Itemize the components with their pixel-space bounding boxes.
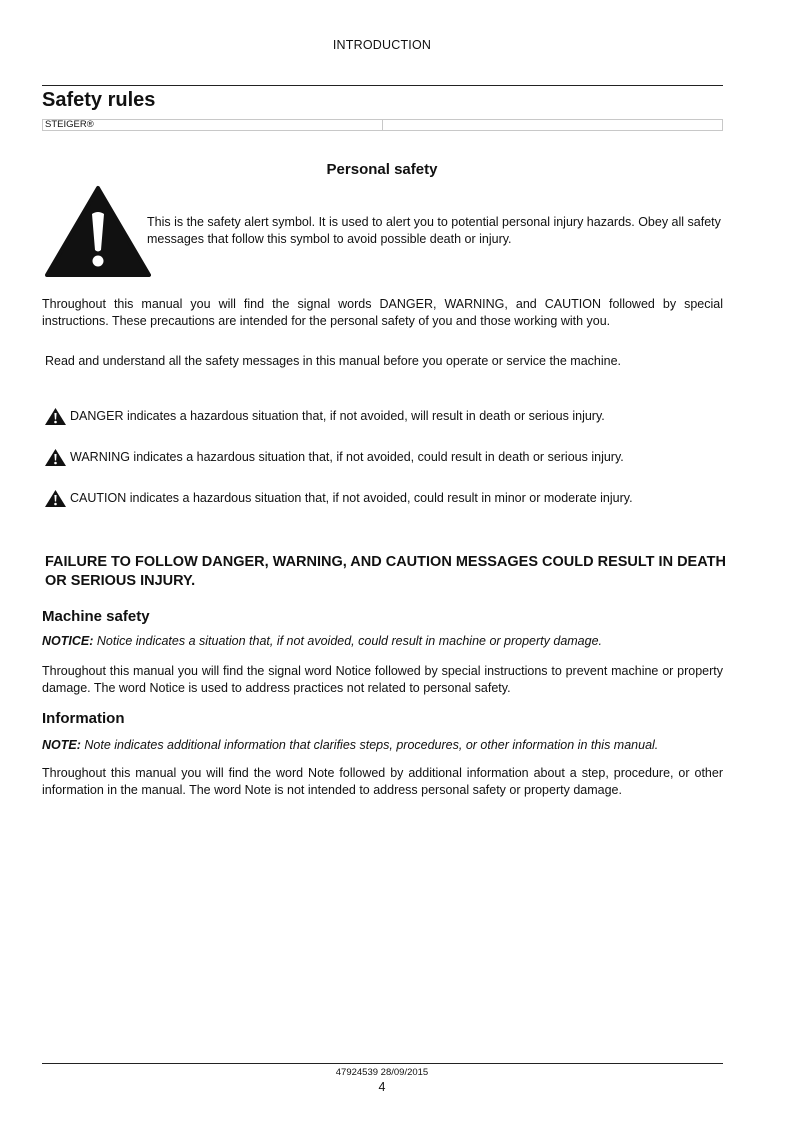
- notice-text: Notice indicates a situation that, if not avoided, could result in machine or property damage.: [93, 634, 603, 648]
- danger-line: [44, 407, 605, 426]
- machine-safety-heading: Machine safety: [42, 608, 150, 625]
- alert-triangle-icon: [44, 448, 67, 467]
- bottom-divider: [42, 1063, 723, 1064]
- signal-words-intro: Throughout this manual you will find the signal words DANGER, WARNING, and CAUTION followed by special instructions. These precautions are intended for the personal safety of you and those working with you.: [42, 297, 723, 328]
- warning-line: [44, 448, 624, 467]
- page-title: Safety rules: [42, 89, 156, 111]
- note-text: Note indicates additional information that clarifies steps, procedures, or other information in this manual.: [80, 738, 659, 752]
- page-number: 4: [378, 1080, 386, 1094]
- alert-triangle-icon: [44, 489, 67, 508]
- caution-line: [44, 489, 633, 508]
- failure-warning: FAILURE TO FOLLOW DANGER, WARNING, AND CAUTION MESSAGES COULD RESULT IN DEATH OR SERIOUS INJURY.: [45, 554, 726, 589]
- notice-label: NOTICE:: [42, 634, 94, 648]
- product-name: STEIGER®: [43, 120, 383, 130]
- information-body: Throughout this manual you will find the word Note followed by additional information about a step, procedure, or other information in the manual. The word Note is not intended to address personal safety or property damage.: [42, 766, 723, 797]
- product-table: [42, 119, 723, 131]
- personal-safety-heading: Personal safety: [326, 161, 438, 178]
- caution-text: CAUTION indicates a hazardous situation that, if not avoided, could result in minor or moderate injury.: [70, 491, 633, 505]
- alert-symbol-text: This is the safety alert symbol. It is used to alert you to potential personal injury hazards. Obey all safety messages that follow this symbol to avoid possible death or injury.: [147, 215, 721, 246]
- alert-triangle-icon: [44, 407, 67, 426]
- notice-line: [42, 633, 602, 650]
- product-empty-cell: [383, 120, 722, 130]
- document-id: 47924539 28/09/2015: [335, 1067, 429, 1078]
- danger-text: DANGER indicates a hazardous situation that, if not avoided, will result in death or serious injury.: [70, 409, 605, 423]
- safety-alert-icon: [45, 184, 151, 278]
- section-header: INTRODUCTION: [332, 38, 432, 52]
- note-label: NOTE:: [42, 738, 81, 752]
- machine-safety-body: Throughout this manual you will find the signal word Notice followed by special instructions to prevent machine or property damage. The word Notice is used to address practices not related to personal safety.: [42, 664, 723, 695]
- read-understand-text: Read and understand all the safety messages in this manual before you operate or service the machine.: [45, 354, 622, 368]
- warning-text: WARNING indicates a hazardous situation that, if not avoided, could result in death or serious injury.: [70, 450, 624, 464]
- top-divider: [42, 85, 723, 86]
- information-heading: Information: [42, 710, 125, 727]
- note-line: [42, 737, 658, 754]
